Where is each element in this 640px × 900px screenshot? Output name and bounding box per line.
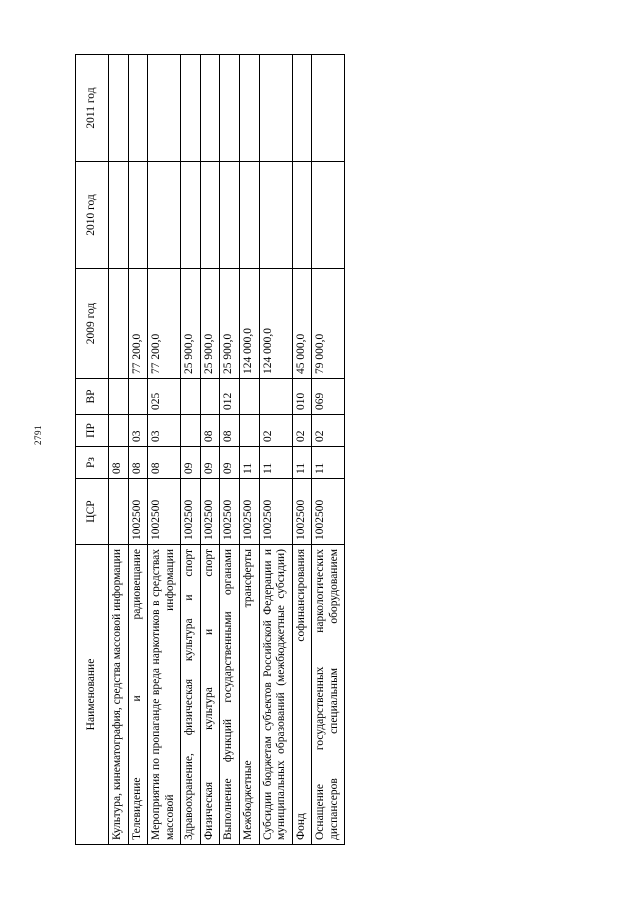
table-row <box>181 55 201 845</box>
cell-year-2011 <box>259 55 292 162</box>
cell-vr: 025 <box>148 379 181 415</box>
cell-pr <box>181 415 201 447</box>
cell-rz: 11 <box>292 447 312 479</box>
column-header-pr: ПР <box>76 415 109 447</box>
cell-csr: 1002500 <box>312 479 345 545</box>
table-row <box>220 55 240 845</box>
cell-year-2010 <box>292 162 312 269</box>
table-row <box>148 55 181 845</box>
cell-vr <box>128 379 148 415</box>
cell-rz: 11 <box>259 447 292 479</box>
cell-year-2011 <box>148 55 181 162</box>
cell-name: Субсидии бюджетам субъектов Российской Федерации и муниципальных образований (межбюджетные субсидии) <box>259 545 292 845</box>
cell-year-2010 <box>220 162 240 269</box>
cell-rz: 08 <box>148 447 181 479</box>
cell-year-2011 <box>312 55 345 162</box>
cell-year-2010 <box>109 162 129 269</box>
page-number: 2791 <box>33 425 43 445</box>
column-header-rz: Рз <box>76 447 109 479</box>
table-row <box>312 55 345 845</box>
cell-vr: 069 <box>312 379 345 415</box>
cell-year-2010 <box>259 162 292 269</box>
cell-vr <box>109 379 129 415</box>
cell-pr <box>239 415 259 447</box>
cell-csr <box>109 479 129 545</box>
cell-name: Физическая культура и спорт <box>200 545 220 845</box>
cell-year-2009: 124 000,0 <box>259 269 292 379</box>
cell-vr <box>259 379 292 415</box>
column-header-year-2011: 2011 год <box>76 55 109 162</box>
cell-rz: 11 <box>239 447 259 479</box>
cell-csr: 1002500 <box>200 479 220 545</box>
cell-pr <box>109 415 129 447</box>
cell-year-2011 <box>220 55 240 162</box>
cell-year-2009: 25 900,0 <box>220 269 240 379</box>
cell-name: Оснащение государственных наркологических диспансеров специальным оборудованием <box>312 545 345 845</box>
column-header-csr: ЦСР <box>76 479 109 545</box>
cell-year-2009: 45 000,0 <box>292 269 312 379</box>
cell-name: Здравоохранение, физическая культура и спорт <box>181 545 201 845</box>
table-row <box>239 55 259 845</box>
cell-rz: 09 <box>200 447 220 479</box>
cell-year-2011 <box>292 55 312 162</box>
cell-year-2009: 77 200,0 <box>128 269 148 379</box>
column-header-year-2010: 2010 год <box>76 162 109 269</box>
cell-year-2009: 25 900,0 <box>200 269 220 379</box>
column-header-name: Наименование <box>76 545 109 845</box>
cell-rz: 09 <box>220 447 240 479</box>
cell-csr: 1002500 <box>148 479 181 545</box>
cell-vr <box>239 379 259 415</box>
cell-year-2010 <box>239 162 259 269</box>
table-header-row <box>76 55 109 845</box>
rotated-table-area <box>75 55 565 845</box>
cell-year-2010 <box>181 162 201 269</box>
cell-pr: 02 <box>292 415 312 447</box>
cell-year-2010 <box>312 162 345 269</box>
table-body <box>109 55 345 845</box>
column-header-vr: ВР <box>76 379 109 415</box>
cell-csr: 1002500 <box>181 479 201 545</box>
cell-name: Мероприятия по пропаганде вреда наркотиков в средствах массовой информации <box>148 545 181 845</box>
cell-name: Выполнение функций государственными органами <box>220 545 240 845</box>
table-row <box>109 55 129 845</box>
cell-rz: 11 <box>312 447 345 479</box>
cell-pr: 02 <box>312 415 345 447</box>
table-row <box>292 55 312 845</box>
cell-year-2011 <box>109 55 129 162</box>
cell-year-2011 <box>181 55 201 162</box>
cell-year-2011 <box>128 55 148 162</box>
cell-year-2009: 124 000,0 <box>239 269 259 379</box>
cell-vr <box>200 379 220 415</box>
cell-year-2010 <box>200 162 220 269</box>
table-row <box>128 55 148 845</box>
cell-year-2011 <box>200 55 220 162</box>
cell-rz: 08 <box>128 447 148 479</box>
table-row <box>259 55 292 845</box>
cell-vr: 012 <box>220 379 240 415</box>
cell-rz: 09 <box>181 447 201 479</box>
cell-pr: 02 <box>259 415 292 447</box>
cell-csr: 1002500 <box>128 479 148 545</box>
budget-table <box>75 54 345 845</box>
cell-pr: 08 <box>200 415 220 447</box>
cell-rz: 08 <box>109 447 129 479</box>
cell-name: Культура, кинематография, средства массовой информации <box>109 545 129 845</box>
cell-pr: 03 <box>148 415 181 447</box>
cell-pr: 03 <box>128 415 148 447</box>
cell-csr: 1002500 <box>292 479 312 545</box>
cell-year-2011 <box>239 55 259 162</box>
cell-pr: 08 <box>220 415 240 447</box>
table-row <box>200 55 220 845</box>
cell-vr: 010 <box>292 379 312 415</box>
cell-csr: 1002500 <box>239 479 259 545</box>
cell-year-2009: 77 200,0 <box>148 269 181 379</box>
cell-name: Фонд софинансирования <box>292 545 312 845</box>
cell-csr: 1002500 <box>259 479 292 545</box>
cell-year-2010 <box>148 162 181 269</box>
cell-year-2009 <box>109 269 129 379</box>
cell-vr <box>181 379 201 415</box>
cell-name: Телевидение и радиовещание <box>128 545 148 845</box>
cell-csr: 1002500 <box>220 479 240 545</box>
cell-name: Межбюджетные трансферты <box>239 545 259 845</box>
cell-year-2009: 25 900,0 <box>181 269 201 379</box>
cell-year-2010 <box>128 162 148 269</box>
cell-year-2009: 79 000,0 <box>312 269 345 379</box>
column-header-year-2009: 2009 год <box>76 269 109 379</box>
